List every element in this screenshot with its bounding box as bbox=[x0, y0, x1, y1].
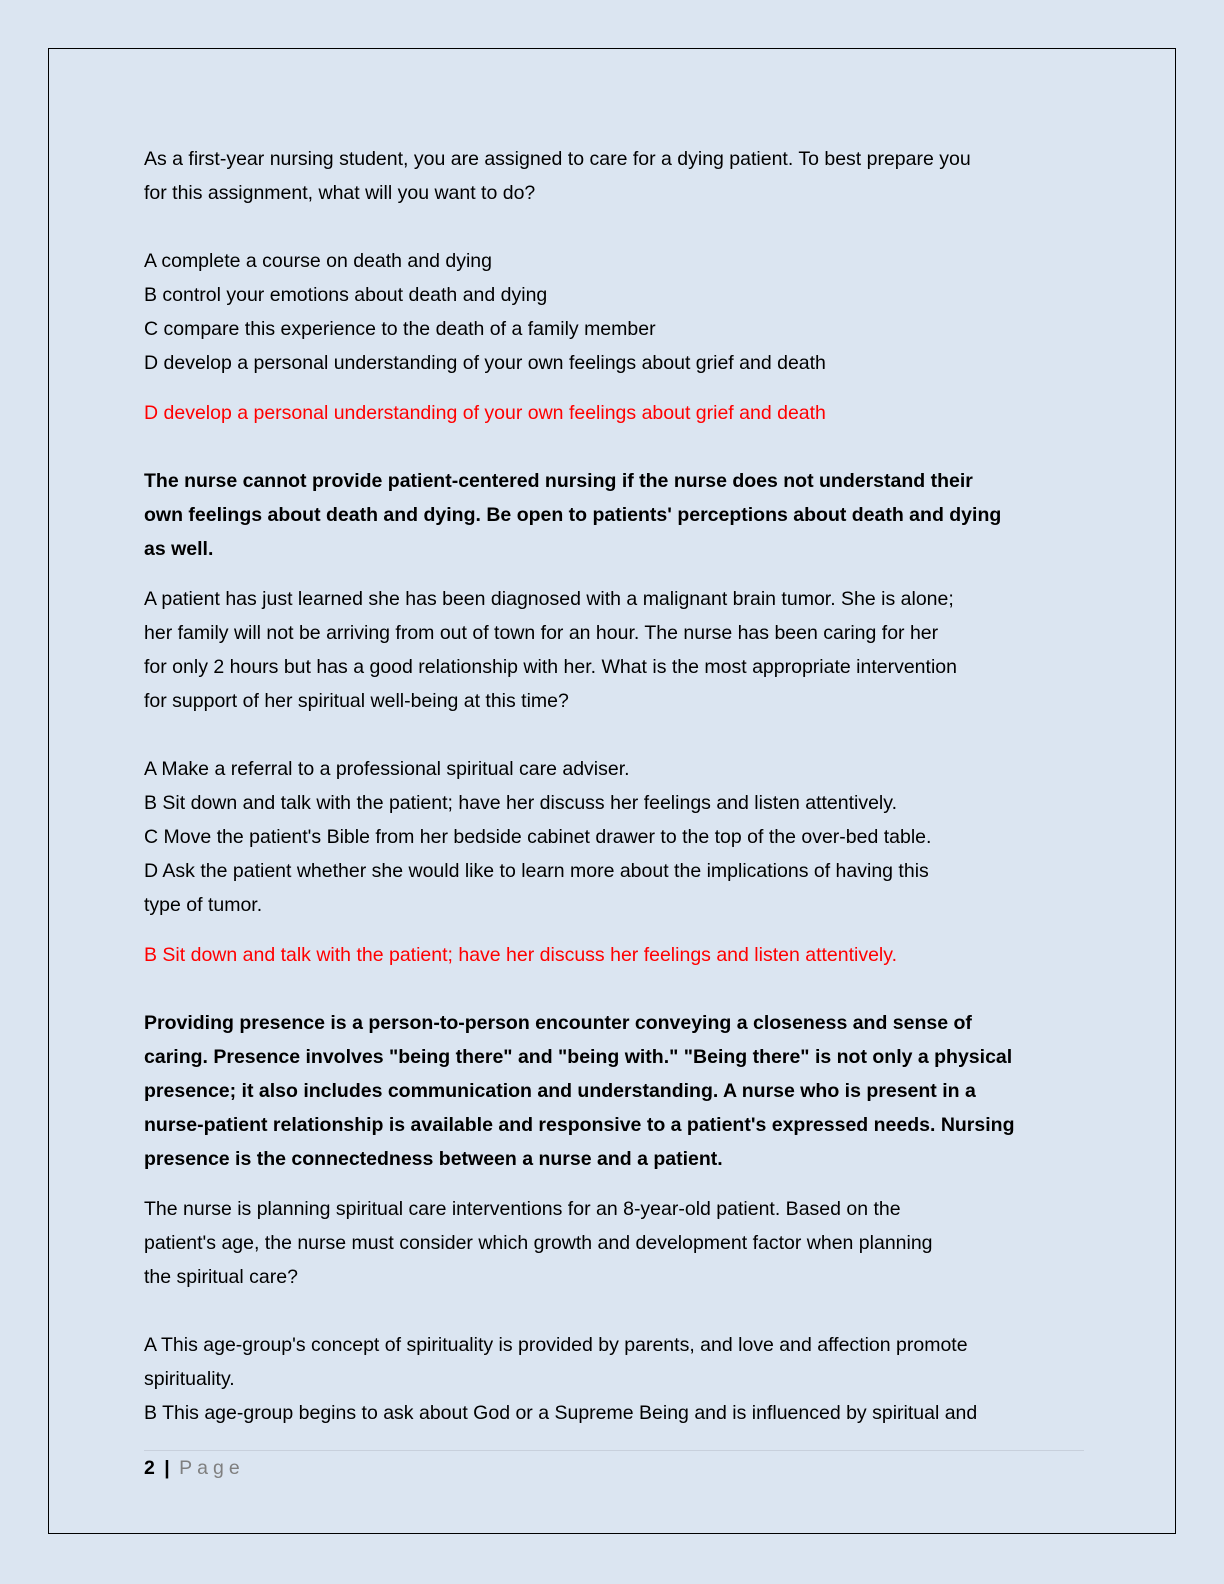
question-text-line: her family will not be arriving from out of town for an hour. The nurse has been caring for her bbox=[144, 622, 939, 644]
question-1 bbox=[144, 142, 1084, 566]
footer-separator: | bbox=[164, 1457, 170, 1479]
option-a: A Make a referral to a professional spiritual care adviser. bbox=[144, 758, 630, 780]
page-footer bbox=[144, 1454, 245, 1482]
page-label: Page bbox=[179, 1457, 245, 1479]
option-c: C compare this experience to the death of a family member bbox=[144, 318, 656, 340]
explanation-line: Providing presence is a person-to-person encounter conveying a closeness and sense of bbox=[144, 1012, 972, 1034]
explanation-line: presence; it also includes communication and understanding. A nurse who is present in a bbox=[144, 1080, 976, 1102]
explanation-line: as well. bbox=[144, 538, 214, 560]
explanation-line: nurse-patient relationship is available and responsive to a patient's expressed needs. Nursing bbox=[144, 1114, 1015, 1136]
explanation-line: caring. Presence involves "being there" and "being with." "Being there" is not only a physical bbox=[144, 1046, 1013, 1068]
question-text-line: A patient has just learned she has been diagnosed with a malignant brain tumor. She is alone; bbox=[144, 588, 954, 610]
explanation-line: presence is the connectedness between a nurse and a patient. bbox=[144, 1148, 723, 1170]
option-c: C Move the patient's Bible from her bedside cabinet drawer to the top of the over-bed table. bbox=[144, 826, 932, 848]
explanation-line: own feelings about death and dying. Be open to patients' perceptions about death and dying bbox=[144, 504, 1002, 526]
option-b: B control your emotions about death and dying bbox=[144, 284, 548, 306]
question-2 bbox=[144, 582, 1084, 1176]
option-d: D develop a personal understanding of your own feelings about grief and death bbox=[144, 352, 826, 374]
option-b: B Sit down and talk with the patient; have her discuss her feelings and listen attentively. bbox=[144, 792, 897, 814]
option-a: A This age-group's concept of spirituality is provided by parents, and love and affection promote bbox=[144, 1334, 968, 1356]
option-a-continued: spirituality. bbox=[144, 1368, 235, 1390]
option-a: A complete a course on death and dying bbox=[144, 250, 492, 272]
question-text-line: patient's age, the nurse must consider which growth and development factor when planning bbox=[144, 1232, 933, 1254]
question-3 bbox=[144, 1192, 1084, 1430]
option-d-continued: type of tumor. bbox=[144, 894, 263, 916]
question-text-line: for only 2 hours but has a good relationship with her. What is the most appropriate intervention bbox=[144, 656, 957, 678]
question-text-line: for this assignment, what will you want to do? bbox=[144, 182, 536, 204]
explanation-line: The nurse cannot provide patient-centered nursing if the nurse does not understand their bbox=[144, 470, 973, 492]
option-d: D Ask the patient whether she would like to learn more about the implications of having this bbox=[144, 860, 929, 882]
correct-answer: D develop a personal understanding of your own feelings about grief and death bbox=[144, 402, 826, 424]
question-text-line: for support of her spiritual well-being at this time? bbox=[144, 690, 569, 712]
document-body bbox=[144, 142, 1084, 1430]
question-text-line: As a first-year nursing student, you are assigned to care for a dying patient. To best prepare you bbox=[144, 148, 971, 170]
correct-answer: B Sit down and talk with the patient; have her discuss her feelings and listen attentively. bbox=[144, 944, 897, 966]
page-number: 2 bbox=[144, 1457, 155, 1479]
footer-divider bbox=[144, 1450, 1084, 1451]
question-text-line: The nurse is planning spiritual care interventions for an 8-year-old patient. Based on the bbox=[144, 1198, 901, 1220]
option-b: B This age-group begins to ask about God or a Supreme Being and is influenced by spiritual and bbox=[144, 1402, 978, 1424]
question-text-line: the spiritual care? bbox=[144, 1266, 298, 1288]
